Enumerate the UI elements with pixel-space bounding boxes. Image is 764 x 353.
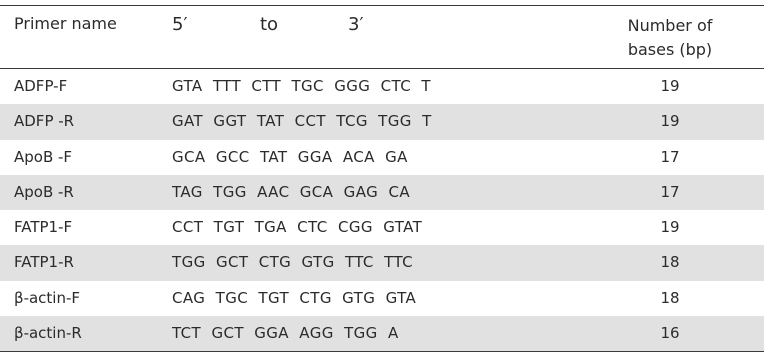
- primer-name-cell: FATP1-F: [14, 218, 73, 236]
- sequence-cell: GAT GGT TAT CCT TCG TGG T: [172, 112, 432, 131]
- bases-cell: 17: [660, 147, 680, 166]
- primer-name-cell: β-actin-R: [14, 323, 82, 342]
- sequence-cell: GTA TTT CTT TGC GGG CTC T: [172, 77, 431, 95]
- sequence-cell: CAG TGC TGT CTG GTG GTA: [172, 288, 417, 307]
- header-primer-name: Primer name: [14, 14, 117, 33]
- bases-cell: 19: [660, 112, 680, 131]
- bases-cell: 18: [660, 253, 680, 272]
- sequence-cell: GCA GCC TAT GGA ACA GA: [172, 147, 408, 166]
- bases-cell: 19: [660, 218, 680, 236]
- bases-cell: 16: [660, 323, 680, 342]
- table-row: [0, 140, 764, 175]
- header-number-of-bases: [590, 14, 750, 62]
- table-row: [0, 281, 764, 316]
- primer-name-cell: FATP1-R: [14, 253, 74, 272]
- table-row: [0, 316, 764, 351]
- header-to: to: [260, 14, 279, 35]
- sequence-cell: TGG GCT CTG GTG TTC TTC: [172, 253, 413, 272]
- primer-name-cell: ADFP-F: [14, 77, 68, 95]
- header-number-of-bases-line1: Number of: [627, 16, 713, 35]
- table-body: [0, 69, 764, 351]
- header-three-prime: 3′: [348, 14, 364, 35]
- sequence-cell: TCT GCT GGA AGG TGG A: [172, 323, 399, 342]
- bases-cell: 17: [660, 182, 680, 201]
- sequence-cell: TAG TGG AAC GCA GAG CA: [172, 182, 410, 201]
- primer-name-cell: ADFP -R: [14, 112, 75, 131]
- header-five-prime: 5′: [172, 14, 188, 35]
- primer-name-cell: ApoB -R: [14, 182, 74, 201]
- table-row: [0, 245, 764, 280]
- table-row: [0, 175, 764, 210]
- table-bottom-rule: [0, 351, 764, 352]
- bases-cell: 18: [660, 288, 680, 307]
- table-row: [0, 210, 764, 245]
- primer-name-cell: ApoB -F: [14, 147, 73, 166]
- header-number-of-bases-line2: bases (bp): [627, 40, 713, 59]
- primer-name-cell: β-actin-F: [14, 288, 81, 307]
- table-row: [0, 69, 764, 104]
- bases-cell: 19: [660, 77, 680, 95]
- sequence-cell: CCT TGT TGA CTC CGG GTAT: [172, 218, 423, 236]
- table-header: [0, 6, 764, 68]
- table-row: [0, 104, 764, 139]
